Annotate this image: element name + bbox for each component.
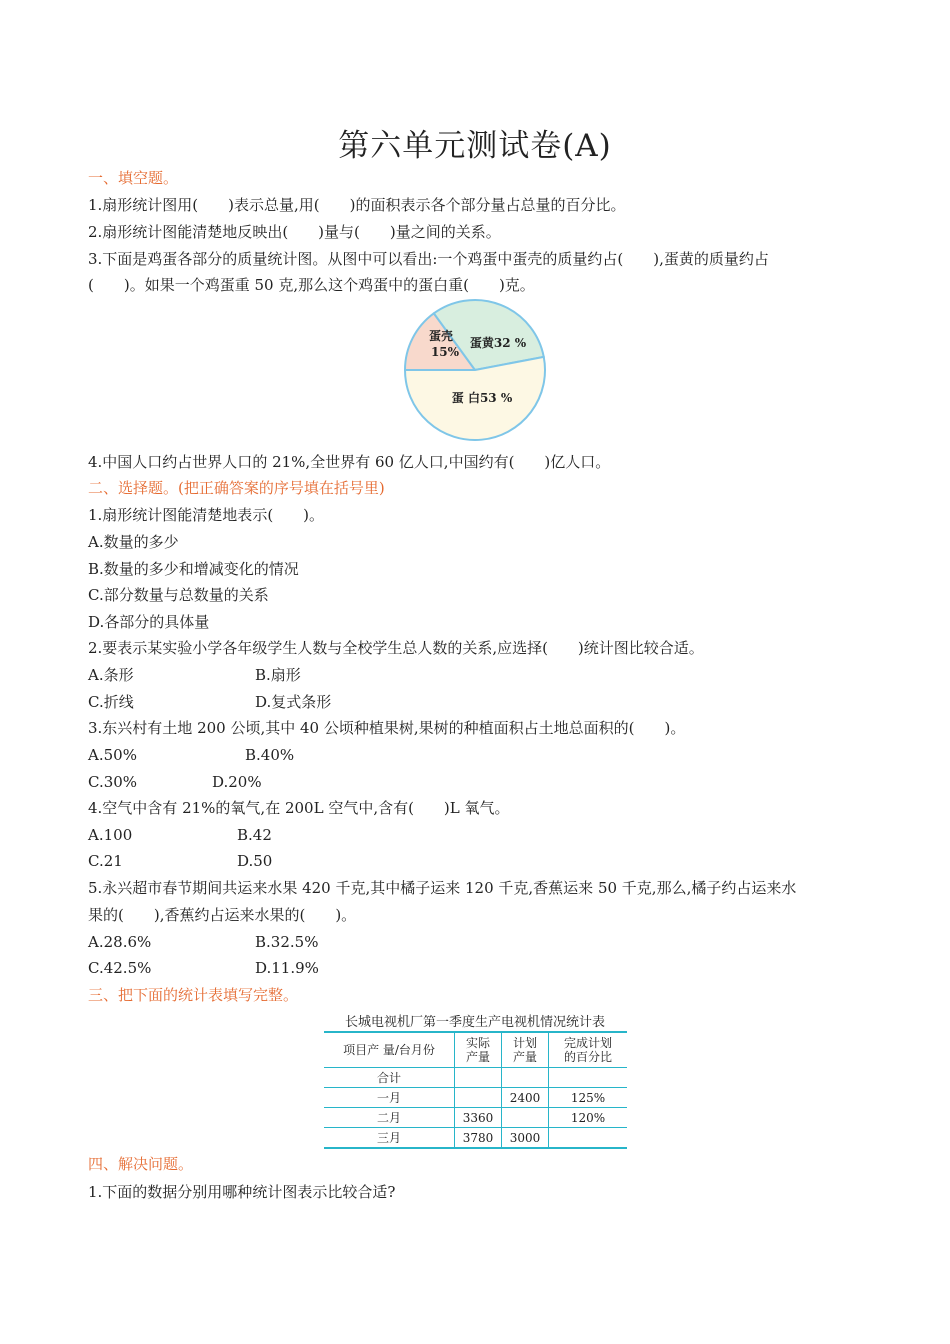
- s1-question-1: 1.扇形统计图用( )表示总量,用( )的面积表示各个部分量占总量的百分比。: [88, 196, 626, 214]
- s2-q4-option-b: B.42: [237, 826, 272, 844]
- table-title: 长城电视机厂第一季度生产电视机情况统计表: [344, 1015, 605, 1030]
- section-1-heading: 一、填空题。: [88, 169, 179, 187]
- section-3-heading: 三、把下面的统计表填写完整。: [88, 986, 299, 1004]
- header-percent: [549, 1032, 628, 1068]
- table-cell: 合计: [324, 1068, 455, 1088]
- table-cell: [502, 1108, 549, 1128]
- s2-question-2: 2.要表示某实验小学各年级学生人数与全校学生总人数的关系,应选择( )统计图比较合适。: [88, 639, 704, 657]
- page-title: 第六单元测试卷(A): [338, 128, 612, 164]
- header-plan-line-2: 产量: [512, 1050, 537, 1064]
- s2-q3-option-d: D.20%: [212, 773, 262, 791]
- table-cell: 125%: [549, 1088, 628, 1108]
- s2-q5-option-a: A.28.6%: [88, 933, 152, 951]
- s2-question-4: 4.空气中含有 21%的氧气,在 200L 空气中,含有( )L 氧气。: [88, 799, 510, 817]
- s2-q5-option-b: B.32.5%: [255, 933, 319, 951]
- s2-q2-option-a: A.条形: [88, 666, 134, 684]
- header-plan-line-1: 计划: [512, 1036, 537, 1050]
- s2-q2-option-b: B.扇形: [255, 666, 301, 684]
- table-cell: [549, 1068, 628, 1088]
- header-plan: [502, 1032, 549, 1068]
- pie-label-white: 蛋 白53 %: [451, 391, 513, 405]
- s2-q4-option-a: A.100: [88, 826, 133, 844]
- s2-q1-option-a: A.数量的多少: [88, 533, 179, 551]
- section-2-heading: 二、选择题。(把正确答案的序号填在括号里): [88, 479, 385, 497]
- header-actual-line-1: 实际: [465, 1036, 490, 1050]
- pie-label-shell-value: 15%: [430, 345, 460, 359]
- s2-q2-option-c: C.折线: [88, 693, 134, 711]
- table-row: [324, 1068, 627, 1088]
- table-header-row: [324, 1032, 627, 1068]
- table-row: [324, 1088, 627, 1108]
- table-cell: 3780: [455, 1128, 502, 1149]
- egg-pie-chart: [398, 296, 552, 444]
- s2-q3-option-c: C.30%: [88, 773, 138, 791]
- table-cell: 120%: [549, 1108, 628, 1128]
- table-cell: [549, 1128, 628, 1149]
- table-cell: 二月: [324, 1108, 455, 1128]
- s2-question-5-line-1: 5.永兴超市春节期间共运来水果 420 千克,其中橘子运来 120 千克,香蕉运来 50 千克,那么,橘子约占运来水: [88, 879, 797, 897]
- s2-q3-option-a: A.50%: [88, 746, 137, 764]
- table-row: [324, 1108, 627, 1128]
- s2-q4-option-d: D.50: [237, 852, 273, 870]
- s2-q4-option-c: C.21: [88, 852, 123, 870]
- s2-q1-option-b: B.数量的多少和增减变化的情况: [88, 560, 299, 578]
- s2-q5-option-c: C.42.5%: [88, 959, 152, 977]
- table-cell: [455, 1088, 502, 1108]
- section-4-heading: 四、解决问题。: [88, 1155, 194, 1173]
- s1-question-3-line-2: ( )。如果一个鸡蛋重 50 克,那么这个鸡蛋中的蛋白重( )克。: [88, 276, 535, 294]
- s1-question-3-line-1: 3.下面是鸡蛋各部分的质量统计图。从图中可以看出:一个鸡蛋中蛋壳的质量约占( ),蛋黄的质量约占: [88, 250, 769, 268]
- table-row: [324, 1128, 627, 1149]
- s1-question-2: 2.扇形统计图能清楚地反映出( )量与( )量之间的关系。: [88, 223, 501, 241]
- table-cell: [455, 1068, 502, 1088]
- header-project: 项目产 量/台月份: [343, 1043, 435, 1057]
- header-percent-line-2: 的百分比: [563, 1050, 612, 1064]
- s2-q3-option-b: B.40%: [245, 746, 295, 764]
- pie-label-shell-name: 蛋壳: [428, 329, 454, 343]
- pie-label-yolk: 蛋黄32 %: [469, 336, 527, 350]
- s4-question-1: 1.下面的数据分别用哪种统计图表示比较合适?: [88, 1183, 396, 1201]
- header-percent-line-1: 完成计划: [563, 1036, 612, 1050]
- stat-table: [324, 1031, 627, 1149]
- s2-question-3: 3.东兴村有土地 200 公顷,其中 40 公顷种植果树,果树的种植面积占土地总面积的( )。: [88, 719, 686, 737]
- table-cell: 3360: [455, 1108, 502, 1128]
- table-cell: [502, 1068, 549, 1088]
- s1-question-4: 4.中国人口约占世界人口的 21%,全世界有 60 亿人口,中国约有( )亿人口。: [88, 453, 611, 471]
- s2-q1-option-c: C.部分数量与总数量的关系: [88, 586, 269, 604]
- header-actual: [455, 1032, 502, 1068]
- table-cell: 3000: [502, 1128, 549, 1149]
- s2-q2-option-d: D.复式条形: [255, 693, 332, 711]
- s2-q5-option-d: D.11.9%: [255, 959, 319, 977]
- s2-q1-option-d: D.各部分的具体量: [88, 613, 210, 631]
- table-cell: 三月: [324, 1128, 455, 1149]
- header-actual-line-2: 产量: [465, 1050, 490, 1064]
- table-cell: 2400: [502, 1088, 549, 1108]
- s2-question-1: 1.扇形统计图能清楚地表示( )。: [88, 506, 325, 524]
- s2-question-5-line-2: 果的( ),香蕉约占运来水果的( )。: [88, 906, 357, 924]
- table-cell: 一月: [324, 1088, 455, 1108]
